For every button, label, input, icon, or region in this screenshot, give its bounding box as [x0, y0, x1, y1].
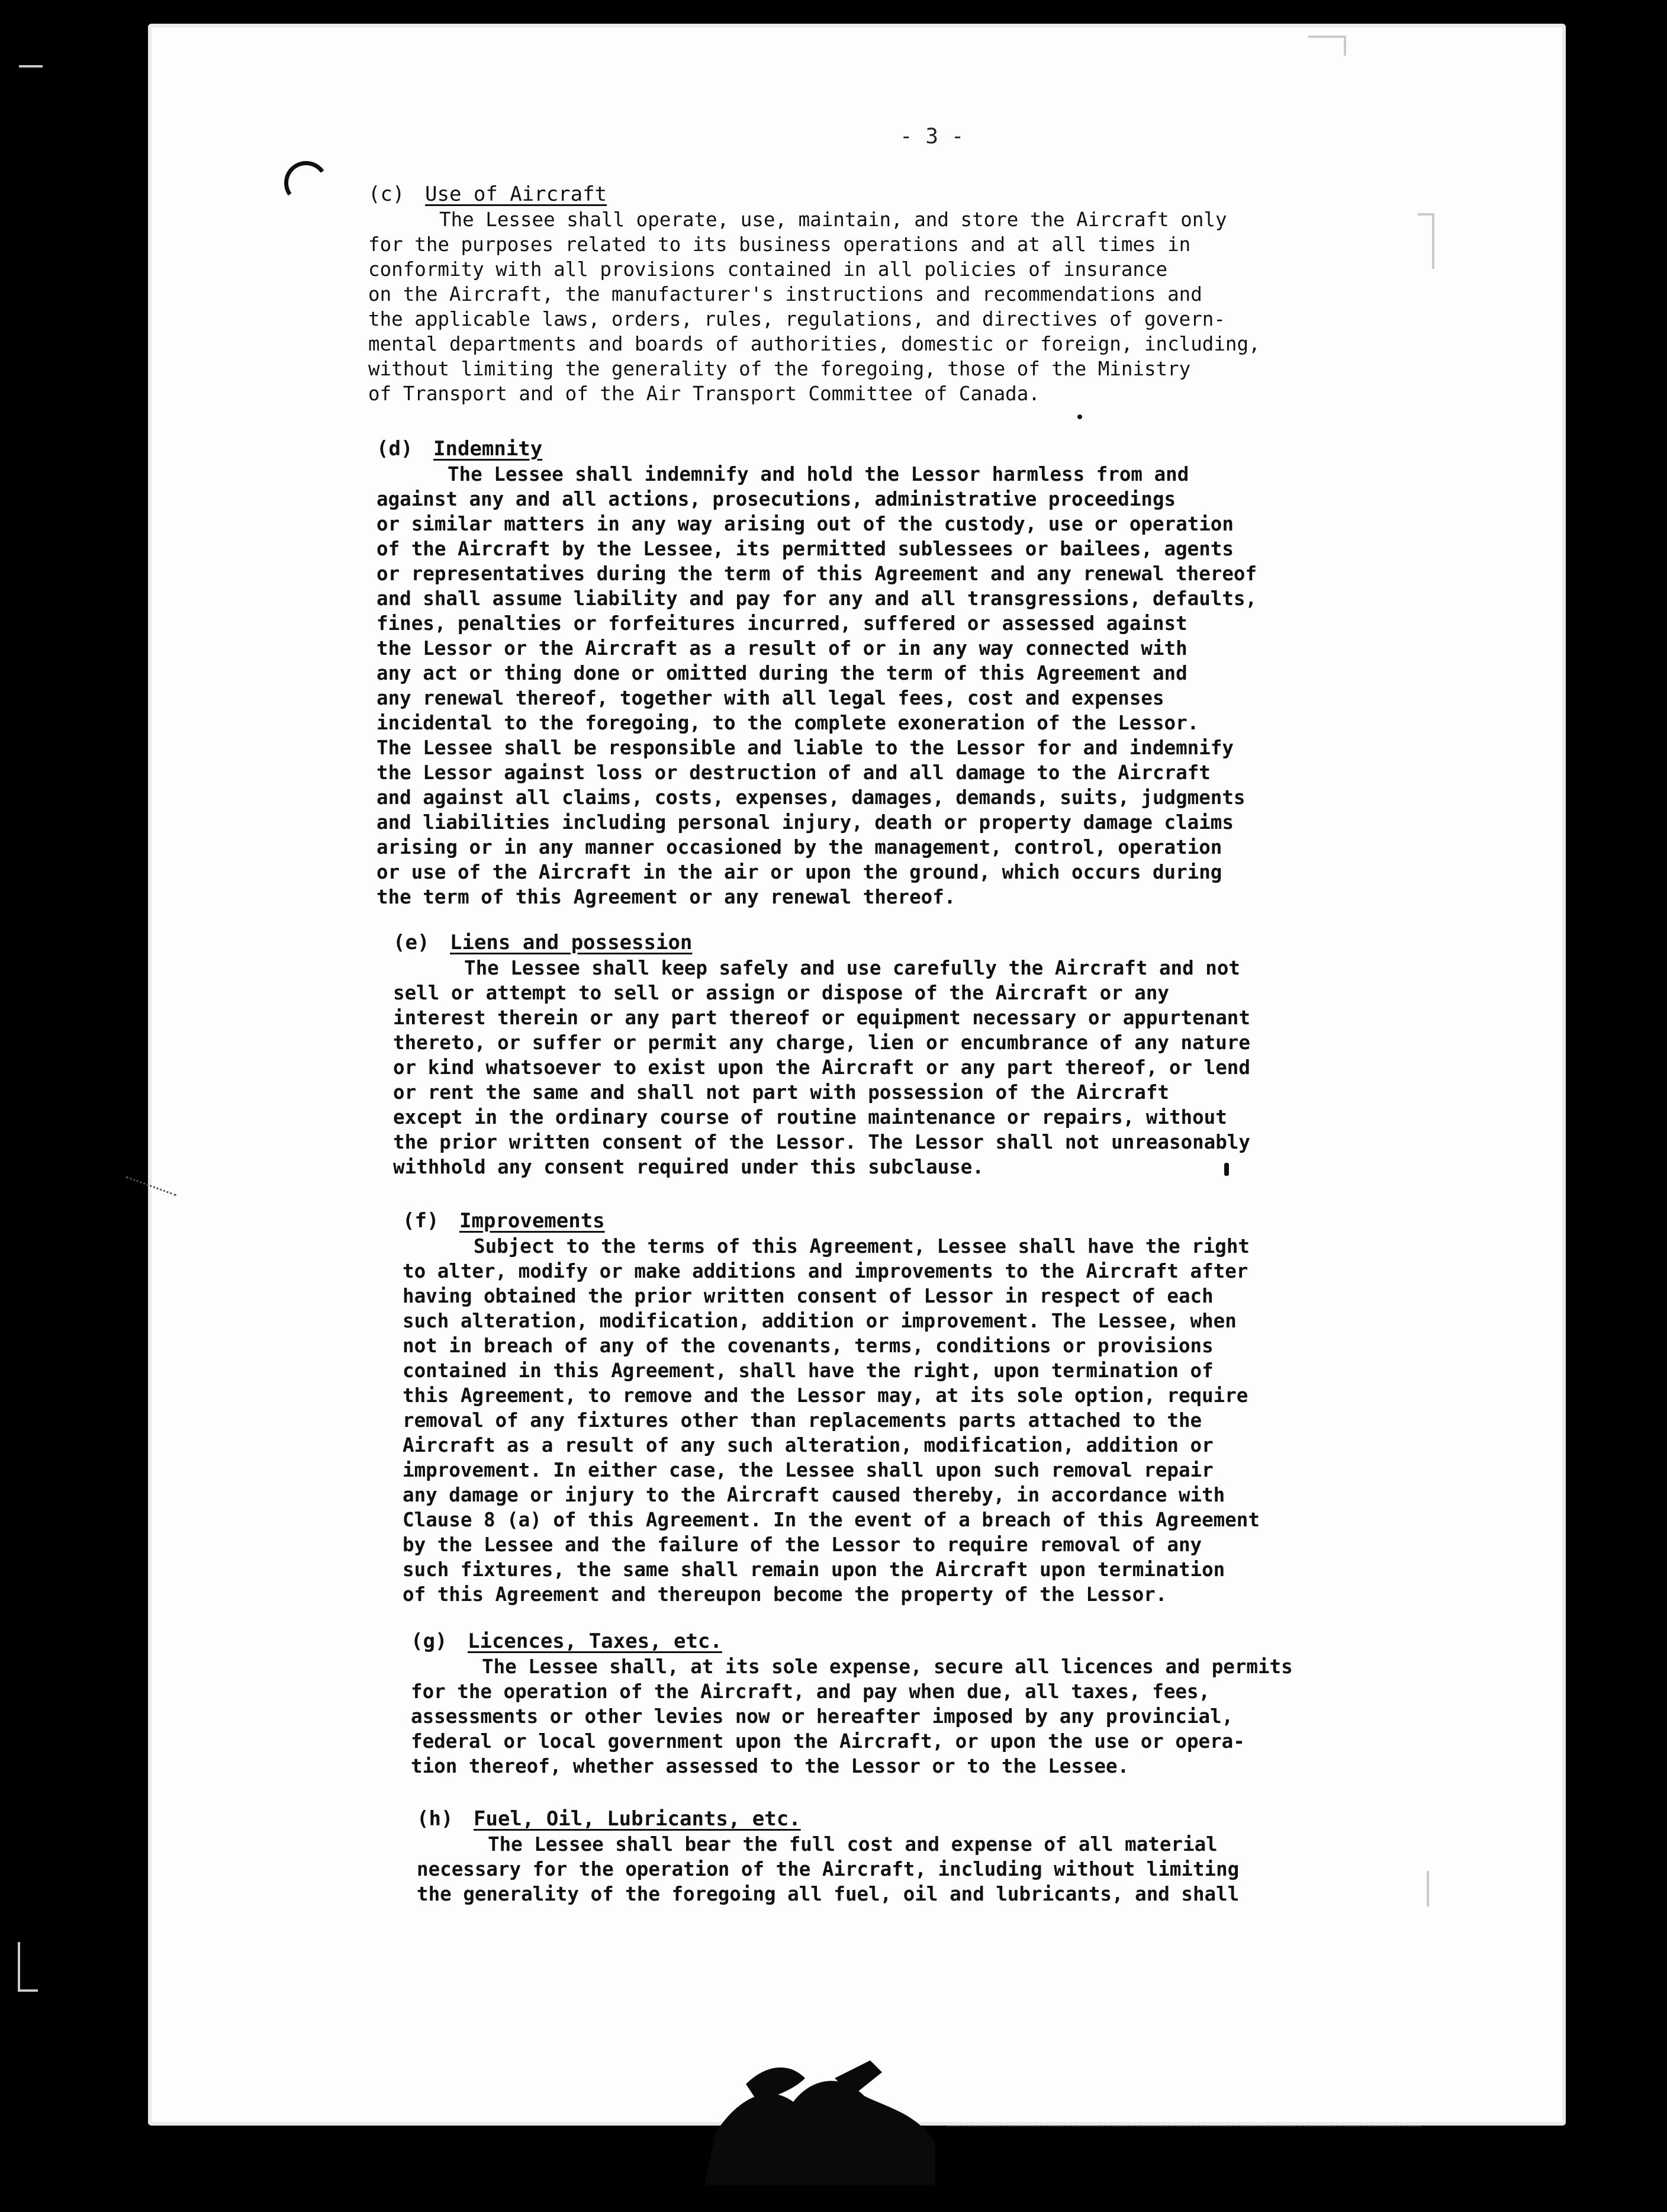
text-line: conformity with all provisions contained in all policies of insurance [368, 258, 1168, 281]
clause-section [403, 1208, 1385, 1607]
text-line: tion thereof, whether assessed to the Lessor or to the Lessee. [411, 1755, 1129, 1777]
text-line: federal or local government upon the Aircraft, or upon the use or opera- [411, 1730, 1245, 1753]
text-line: The Lessee shall, at its sole expense, secure all licences and permits [482, 1655, 1293, 1678]
text-line: thereto, or suffer or permit any charge, lien or encumbrance of any nature [393, 1031, 1250, 1054]
clause-letter: (f) [403, 1209, 439, 1233]
clause-title: Indemnity [433, 437, 543, 461]
text-line: such alteration, modification, addition or improvement. The Lessee, when [403, 1310, 1237, 1332]
text-line: arising or in any manner occasioned by the management, control, operation [376, 836, 1222, 859]
scan-artifact [947, 2126, 1421, 2131]
stray-dot [1077, 414, 1082, 419]
text-line: having obtained the prior written consent of Lessor in respect of each [403, 1285, 1214, 1307]
clause-title: Liens and possession [450, 931, 693, 954]
text-line: Aircraft as a result of any such alteration, modification, addition or [403, 1434, 1214, 1457]
text-line: or use of the Aircraft in the air or upon the ground, which occurs during [376, 861, 1222, 883]
text-line: interest therein or any part thereof or equipment necessary or appurtenant [393, 1007, 1250, 1029]
text-line: assessments or other levies now or hereafter imposed by any provincial, [411, 1705, 1234, 1728]
clause-letter: (e) [393, 931, 430, 954]
text-line: fines, penalties or forfeitures incurred, suffered or assessed against [376, 612, 1188, 635]
clause-letter: (d) [376, 437, 413, 461]
text-line: the term of this Agreement or any renewal thereof. [376, 886, 956, 908]
text-line: the applicable laws, orders, rules, regulations, and directives of govern- [368, 308, 1225, 330]
clause-heading [411, 1628, 1394, 1654]
clause-heading [403, 1208, 1385, 1234]
clause-title: Improvements [459, 1209, 605, 1233]
text-line: to alter, modify or make additions and improvements to the Aircraft after [403, 1260, 1248, 1282]
clause-body [376, 462, 1359, 909]
text-line: withhold any consent required under this subclause. [393, 1156, 984, 1178]
text-line: The Lessee shall keep safely and use carefully the Aircraft and not [464, 957, 1240, 979]
clause-body [411, 1654, 1394, 1779]
text-line: or rent the same and shall not part with possession of the Aircraft [393, 1081, 1169, 1104]
text-line: improvement. In either case, the Lessee shall upon such removal repair [403, 1459, 1214, 1481]
text-line: except in the ordinary course of routine maintenance or repairs, without [393, 1106, 1227, 1128]
clause-heading [376, 436, 1359, 462]
text-line: and liabilities including personal injury, death or property damage claims [376, 811, 1234, 834]
text-line: the Lessor or the Aircraft as a result of or in any way connected with [376, 637, 1188, 660]
text-line: of the Aircraft by the Lessee, its permitted sublessees or bailees, agents [376, 538, 1234, 560]
text-line: this Agreement, to remove and the Lessor may, at its sole option, require [403, 1384, 1248, 1407]
corner-mark [1418, 213, 1434, 269]
text-line: and against all claims, costs, expenses, damages, demands, suits, judgments [376, 786, 1246, 809]
clause-body [368, 207, 1351, 406]
ink-blot [693, 2060, 941, 2185]
clause-letter: (g) [411, 1629, 448, 1653]
text-line: and shall assume liability and pay for any and all transgressions, defaults, [376, 587, 1257, 610]
clause-heading [393, 930, 1376, 956]
page-number: - 3 - [900, 124, 964, 149]
clause-heading [368, 181, 1351, 207]
text-line: necessary for the operation of the Aircraft, including without limiting [417, 1858, 1240, 1880]
text-line: or representatives during the term of this Agreement and any renewal thereof [376, 562, 1257, 585]
text-line: against any and all actions, prosecutions, administrative proceedings [376, 488, 1176, 510]
text-line: contained in this Agreement, shall have the right, upon termination of [403, 1359, 1214, 1382]
clause-letter: (c) [368, 182, 405, 206]
text-line: mental departments and boards of authorities, domestic or foreign, including, [368, 333, 1260, 355]
text-line: by the Lessee and the failure of the Lessor to require removal of any [403, 1533, 1202, 1556]
clause-section [417, 1806, 1399, 1906]
clause-title: Licences, Taxes, etc. [468, 1629, 722, 1653]
text-line: not in breach of any of the covenants, terms, conditions or provisions [403, 1335, 1214, 1357]
clause-body [393, 956, 1376, 1179]
text-line: of Transport and of the Air Transport Committee of Canada. [368, 382, 1040, 405]
text-line: Subject to the terms of this Agreement, Lessee shall have the right [474, 1235, 1250, 1258]
clause-title: Use of Aircraft [425, 182, 607, 206]
corner-mark [19, 65, 43, 79]
clause-section [393, 930, 1376, 1179]
text-line: without limiting the generality of the foregoing, those of the Ministry [368, 358, 1191, 380]
corner-mark [1308, 36, 1346, 56]
text-line: the generality of the foregoing all fuel, oil and lubricants, and shall [417, 1883, 1240, 1905]
text-line: any damage or injury to the Aircraft caused thereby, in accordance with [403, 1484, 1225, 1506]
clause-section [411, 1628, 1394, 1779]
text-line: any act or thing done or omitted during the term of this Agreement and [376, 662, 1188, 684]
clause-title: Fuel, Oil, Lubricants, etc. [474, 1807, 801, 1831]
clause-body [403, 1234, 1385, 1607]
text-line: The Lessee shall indemnify and hold the Lessor harmless from and [448, 463, 1189, 486]
text-line: on the Aircraft, the manufacturer's instructions and recommendations and [368, 283, 1202, 306]
text-line: removal of any fixtures other than replacements parts attached to the [403, 1409, 1202, 1432]
clause-section [376, 436, 1359, 909]
text-line: or similar matters in any way arising out of the custody, use or operation [376, 513, 1234, 535]
text-line: Clause 8 (a) of this Agreement. In the event of a breach of this Agreement [403, 1509, 1260, 1531]
text-line: such fixtures, the same shall remain upon the Aircraft upon termination [403, 1558, 1225, 1581]
text-line: the prior written consent of the Lessor. The Lessor shall not unreasonably [393, 1131, 1250, 1153]
text-line: The Lessee shall operate, use, maintain, and store the Aircraft only [439, 208, 1227, 231]
text-line: or kind whatsoever to exist upon the Aircraft or any part thereof, or lend [393, 1056, 1250, 1079]
text-line: the Lessor against loss or destruction of and all damage to the Aircraft [376, 761, 1211, 784]
clause-heading [417, 1806, 1399, 1832]
text-line: sell or attempt to sell or assign or dispose of the Aircraft or any [393, 982, 1169, 1004]
corner-mark [18, 1942, 38, 1992]
corner-mark [1409, 1871, 1429, 1906]
text-line: for the operation of the Aircraft, and pay when due, all taxes, fees, [411, 1680, 1211, 1703]
clause-body [417, 1832, 1399, 1906]
clause-letter: (h) [417, 1807, 453, 1831]
text-line: The Lessee shall bear the full cost and expense of all material [488, 1833, 1218, 1856]
text-line: any renewal thereof, together with all legal fees, cost and expenses [376, 687, 1164, 709]
text-line: of this Agreement and thereupon become the property of the Lessor. [403, 1583, 1167, 1606]
text-line: for the purposes related to its business operations and at all times in [368, 233, 1191, 256]
clause-section [368, 181, 1351, 406]
text-line: incidental to the foregoing, to the complete exoneration of the Lessor. [376, 712, 1199, 734]
text-line: The Lessee shall be responsible and liable to the Lessor for and indemnify [376, 737, 1234, 759]
